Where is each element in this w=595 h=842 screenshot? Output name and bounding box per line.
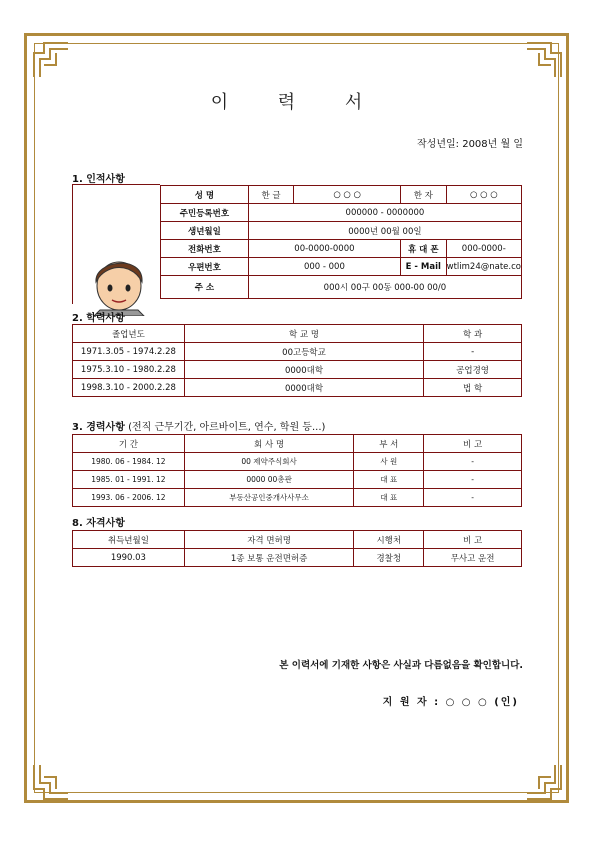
hanja-value: ○ ○ ○	[446, 186, 521, 204]
career-cell: -	[424, 489, 522, 507]
career-cell: 1980. 06 - 1984. 12	[73, 453, 185, 471]
section-personal-heading: 1. 인적사항	[72, 174, 125, 185]
career-header-period: 기 간	[73, 435, 185, 453]
table-row	[73, 379, 522, 397]
edu-cell: 공업경영	[424, 361, 522, 379]
career-header-company: 회 사 명	[184, 435, 354, 453]
applicant-signature-line: 지 원 자 : ○ ○ ○ (인)	[382, 697, 519, 708]
career-header-dept: 부 서	[354, 435, 424, 453]
career-cell: -	[424, 471, 522, 489]
address-label: 주 소	[161, 276, 249, 299]
education-table	[72, 324, 522, 397]
career-cell: 대 표	[354, 489, 424, 507]
career-heading-text: 3. 경력사항	[72, 422, 125, 433]
name-label: 성 명	[161, 186, 249, 204]
table-row	[73, 343, 522, 361]
edu-cell: -	[424, 343, 522, 361]
zip-value: 000 - 000	[248, 258, 400, 276]
zip-label: 우편번호	[161, 258, 249, 276]
career-cell: 00 제약주식회사	[184, 453, 354, 471]
phone-label: 전화번호	[161, 240, 249, 258]
corner-ornament-icon	[30, 39, 72, 81]
hanja-label: 한 자	[400, 186, 446, 204]
license-cell: 경찰청	[354, 549, 424, 567]
id-label: 주민등록번호	[161, 204, 249, 222]
portrait-cartoon-icon	[84, 252, 154, 316]
mobile-value: 000-0000-	[446, 240, 521, 258]
edu-header-school: 학 교 명	[184, 325, 423, 343]
edu-header-year: 졸업년도	[73, 325, 185, 343]
table-row	[73, 489, 522, 507]
career-cell: 0000 00총판	[184, 471, 354, 489]
license-cell: 1종 보통 운전면허증	[184, 549, 354, 567]
document-title: 이 력 서	[210, 92, 385, 113]
email-value: wtlim24@nate.co	[446, 258, 521, 276]
corner-ornament-icon	[523, 39, 565, 81]
email-label: E - Mail	[400, 258, 446, 276]
edu-header-major: 학 과	[424, 325, 522, 343]
license-cell: 무사고 운전	[424, 549, 522, 567]
address-value: 000시 00구 00동 000-00 00/0	[248, 276, 521, 299]
career-cell: 1993. 06 - 2006. 12	[73, 489, 185, 507]
table-row	[73, 549, 522, 567]
section-license-heading: 8. 자격사항	[72, 518, 125, 529]
phone-value: 00-0000-0000	[248, 240, 400, 258]
mobile-label: 휴 대 폰	[400, 240, 446, 258]
career-table	[72, 434, 522, 507]
confirmation-text: 본 이력서에 기재한 사항은 사실과 다름없음을 확인합니다.	[279, 660, 523, 671]
edu-cell: 1975.3.10 - 1980.2.28	[73, 361, 185, 379]
career-header-note: 비 고	[424, 435, 522, 453]
corner-ornament-icon	[30, 761, 72, 803]
id-value: 000000 - 0000000	[248, 204, 521, 222]
hangul-label: 한 글	[248, 186, 293, 204]
table-row	[73, 471, 522, 489]
birth-label: 생년월일	[161, 222, 249, 240]
career-heading-note: (전직 근무기간, 아르바이트, 연수, 학원 등...)	[124, 422, 326, 433]
career-cell: 부동산공인중개사사무소	[184, 489, 354, 507]
license-header-name: 자격 면허명	[184, 531, 354, 549]
edu-cell: 0000대학	[184, 379, 423, 397]
date-line: 작성년일: 2008년 월 일	[417, 139, 523, 150]
career-cell: 대 표	[354, 471, 424, 489]
section-education-heading: 2. 학력사항	[72, 313, 125, 324]
license-header-date: 취득년월일	[73, 531, 185, 549]
section-career-heading	[72, 418, 325, 433]
license-table	[72, 530, 522, 567]
career-cell: 사 원	[354, 453, 424, 471]
birth-value: 0000년 00월 00일	[248, 222, 521, 240]
table-row	[73, 453, 522, 471]
career-cell: 1985. 01 - 1991. 12	[73, 471, 185, 489]
personal-info-table	[160, 185, 522, 299]
edu-cell: 법 학	[424, 379, 522, 397]
license-cell: 1990.03	[73, 549, 185, 567]
corner-ornament-icon	[523, 761, 565, 803]
career-cell: -	[424, 453, 522, 471]
edu-cell: 0000대학	[184, 361, 423, 379]
edu-cell: 00고등학교	[184, 343, 423, 361]
edu-cell: 1971.3.05 - 1974.2.28	[73, 343, 185, 361]
table-row	[73, 361, 522, 379]
license-header-issuer: 시행처	[354, 531, 424, 549]
license-header-note: 비 고	[424, 531, 522, 549]
edu-cell: 1998.3.10 - 2000.2.28	[73, 379, 185, 397]
hangul-value: ○ ○ ○	[294, 186, 401, 204]
